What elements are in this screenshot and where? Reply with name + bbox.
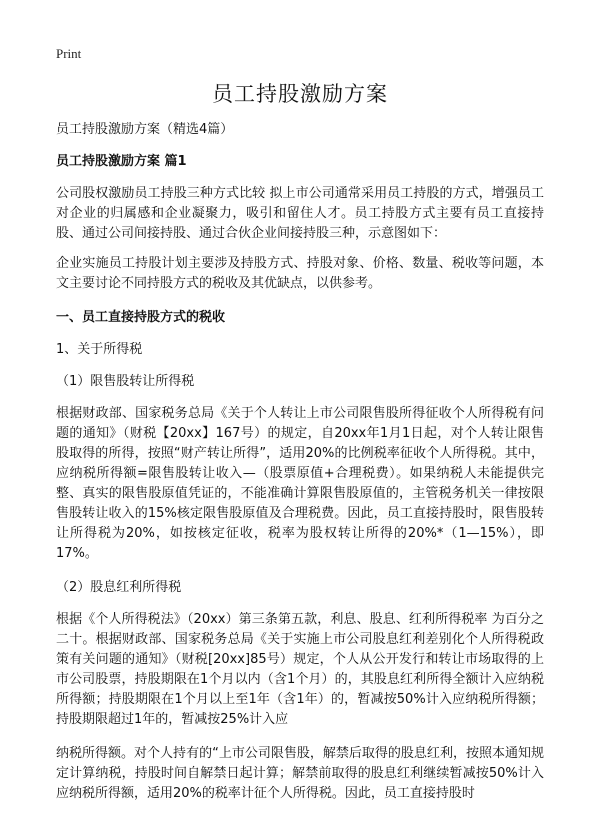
article-body bbox=[56, 120, 544, 814]
heading-income-tax: 1、关于所得税 bbox=[56, 342, 143, 357]
restricted-share-paragraph: 根据财政部、国家税务总局《关于个人转让上市公司限售股所得征收个人所得税有问题的通知》（财税【20xx】167号）的规定，自20xx年1月1日起，对个人转让限售股取得的所得，按照“财产转让所得”，适用20%的比例税率征收个人所得税。其中，应纳税所得额=限售股转让收入—（股票原值+合理税费）。如果纳税人未能提供完整、真实的限售股原值凭证的，不能准确计算限售股原值的，主管税务机关一律按限售股转让收入的15%核定限售股原值及合理税费。因此，员工直接持股时，限售股转让所得税为20%，如按核定征收，税率为股权转让所得的20%*（1—15%），即17%。 bbox=[56, 406, 544, 561]
print-link[interactable]: Print bbox=[56, 46, 82, 61]
heading-direct-holding: 一、员工直接持股方式的税收 bbox=[56, 310, 226, 325]
dividend-paragraph-2: 纳税所得额。对个人持有的“上市公司限售股，解禁后取得的股息红利，按照本通知规定计算纳税，持股时间自解禁日起计算；解禁前取得的股息红利继续暂减按50%计入应纳税所得额，适用20%的税率计征个人所得税。因此，员工直接持股时 bbox=[56, 746, 544, 801]
page-title: 员工持股激励方案 bbox=[212, 82, 388, 106]
dividend-paragraph-1: 根据《个人所得税法》（20xx）第三条第五款，利息、股息、红利所得税率 为百分之二十。根据财政部、国家税务总局《关于实施上市公司股息红利差别化个人所得税政策有关问题的通知》（财税[20xx]85号）规定，个人从公开发行和转让市场取得的上市公司股票，持股期限在1个月以内（含1个月）的，其股息红利所得全额计入应纳税所得额；持股期限在1个月以上至1年（含1年）的，暂减按50%计入应纳税所得额；持股期限超过1年的，暂减按25%计入应 bbox=[56, 612, 544, 727]
section-heading: 员工持股激励方案 篇1 bbox=[56, 154, 187, 169]
heading-restricted-share-tax: （1）限售股转让所得税 bbox=[56, 374, 195, 389]
subtitle: 员工持股激励方案（精选4篇） bbox=[56, 122, 234, 137]
scope-paragraph: 企业实施员工持股计划主要涉及持股方式、持股对象、价格、数量、税收等问题，本文主要讨论不同持股方式的税收及其优缺点，以供参考。 bbox=[56, 256, 544, 291]
intro-paragraph: 公司股权激励员工持股三种方式比较 拟上市公司通常采用员工持股的方式，增强员工对企业的归属感和企业凝聚力，吸引和留住人才。员工持股方式主要有员工直接持股、通过公司间接持股、通过合伙企业间接持股三种，示意图如下： bbox=[56, 186, 544, 241]
heading-dividend-tax: （2）股息红利所得税 bbox=[56, 580, 182, 595]
